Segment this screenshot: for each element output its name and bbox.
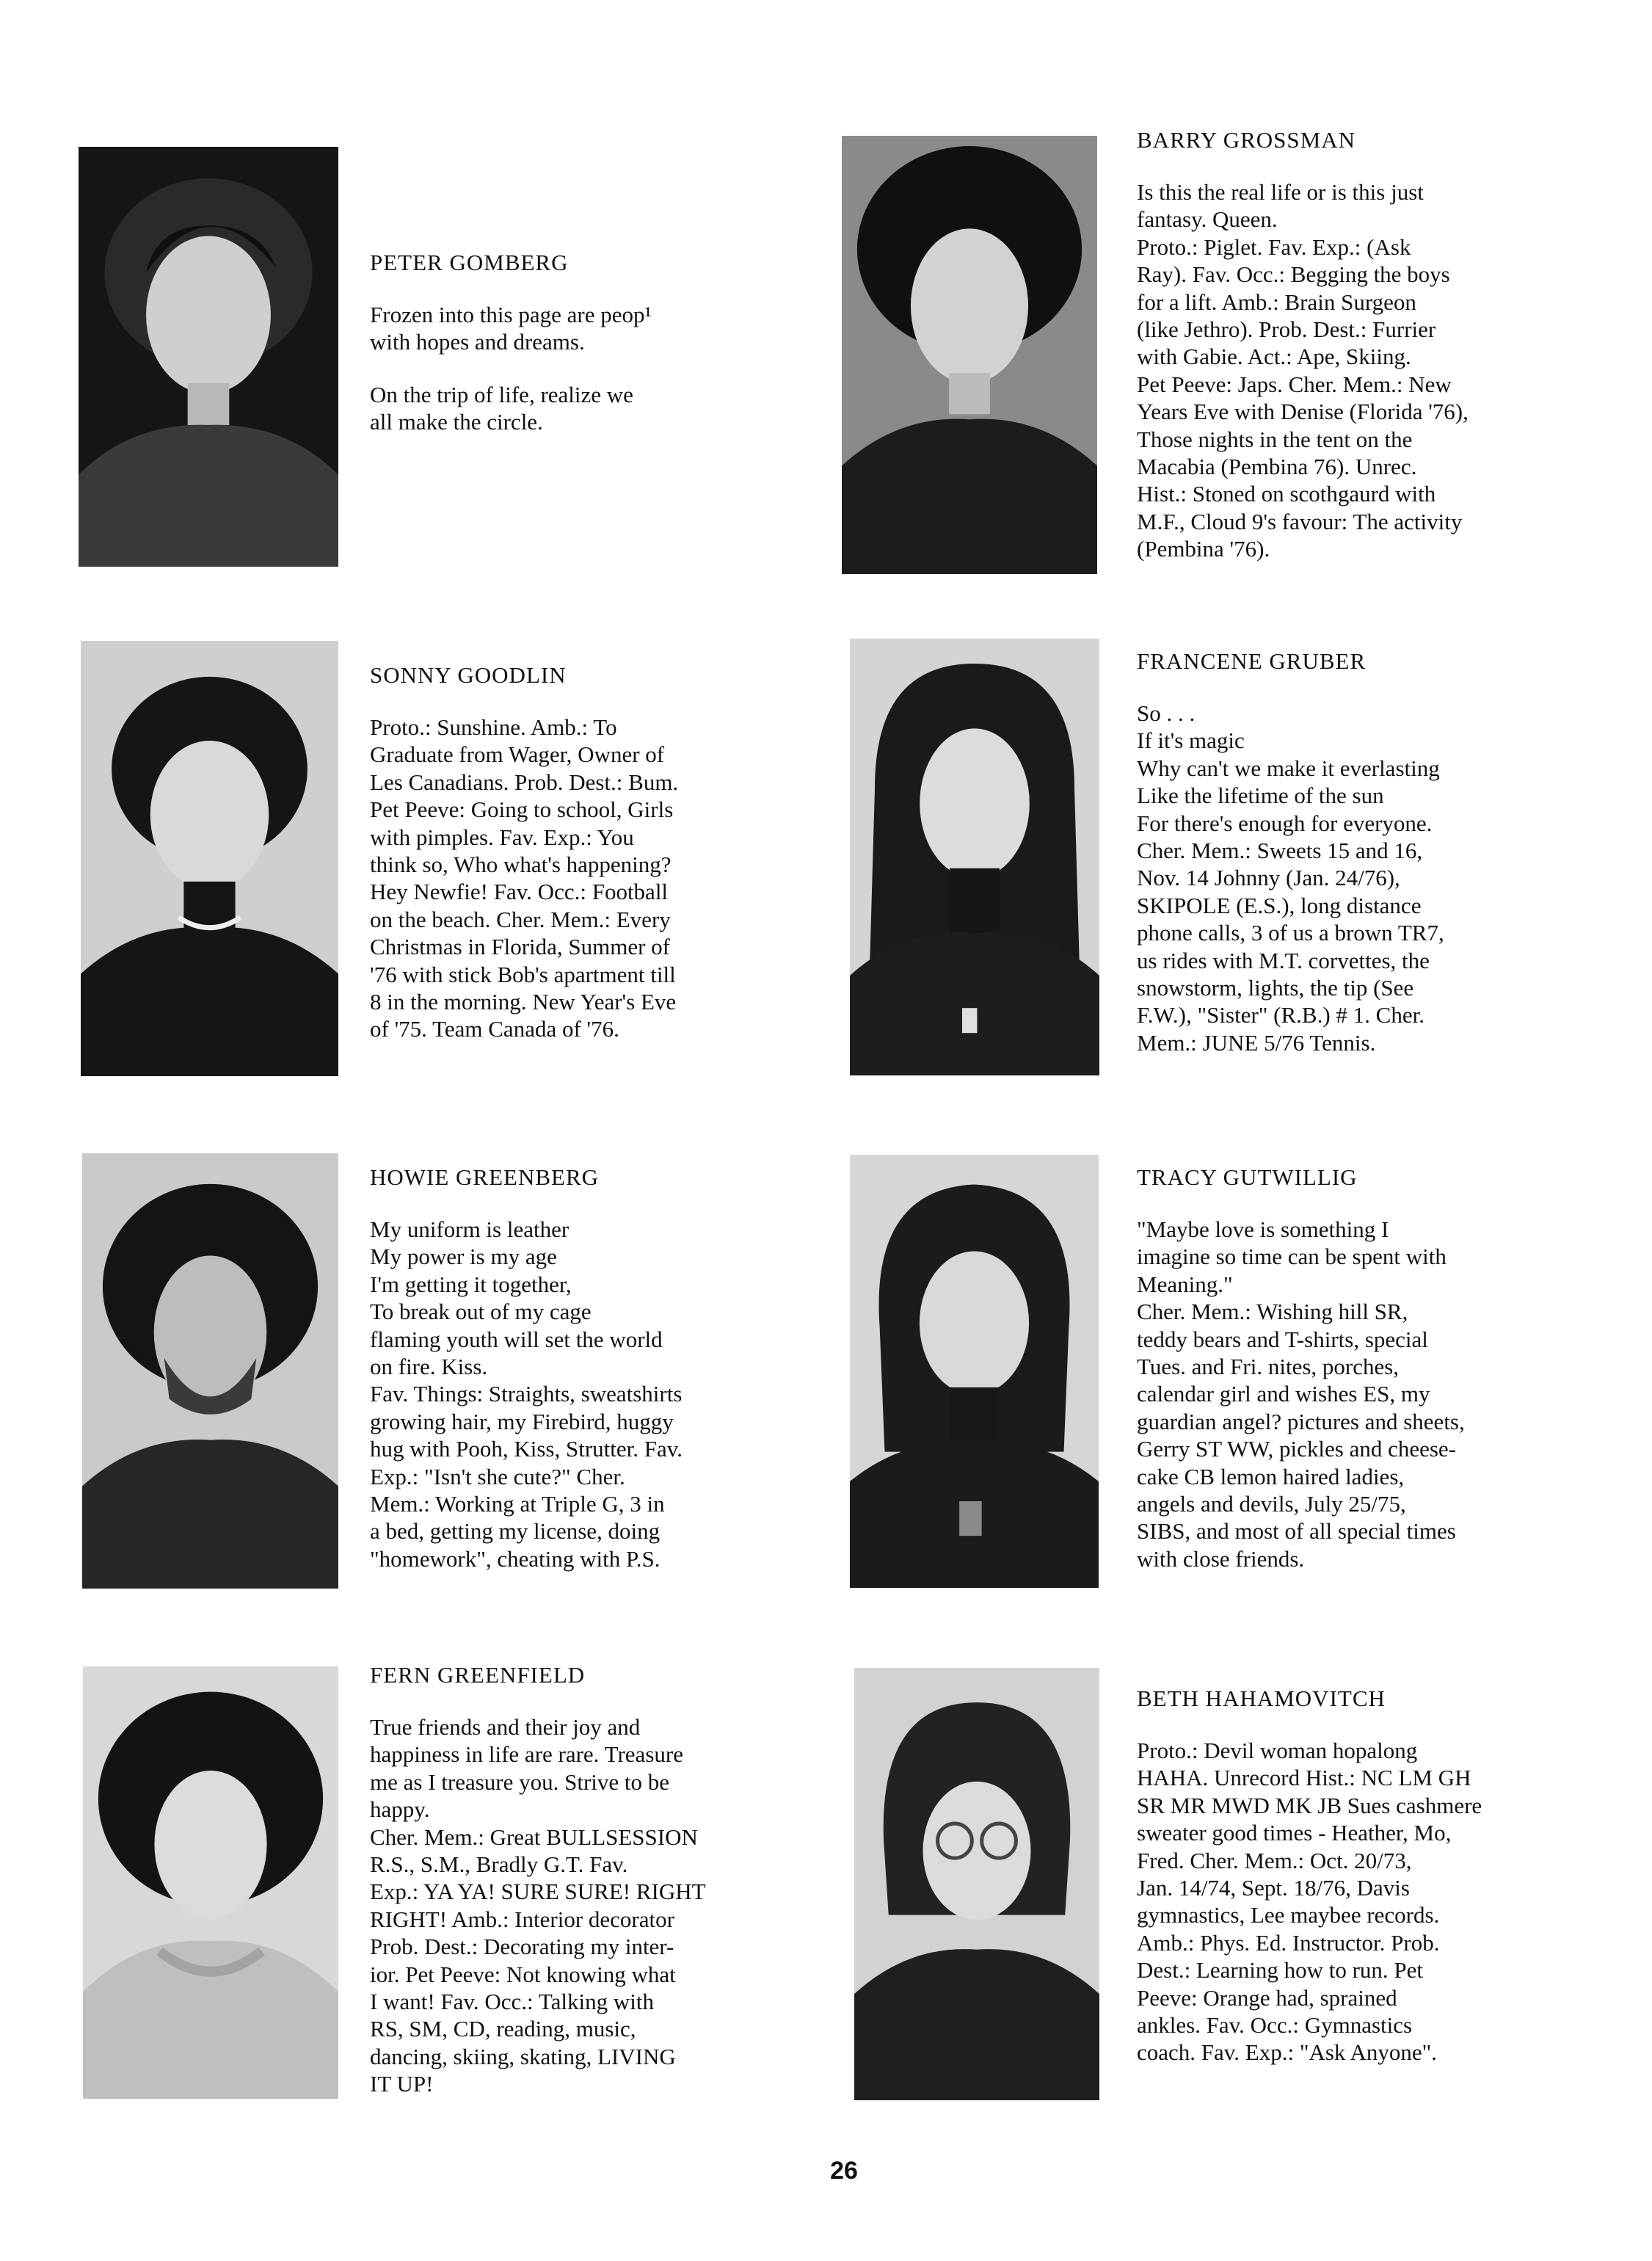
bio-line: Dest.: Learning how to run. Pet bbox=[1137, 1957, 1424, 1984]
student-bio bbox=[370, 301, 781, 436]
bio-line: Pet Peeve: Japs. Cher. Mem.: New bbox=[1137, 371, 1452, 397]
bio-line: Cher. Mem.: Wishing hill SR, bbox=[1137, 1299, 1408, 1325]
bio-line: My uniform is leather bbox=[370, 1216, 570, 1242]
bio-line: Fav. Things: Straights, sweatshirts bbox=[370, 1381, 683, 1407]
bio-line: IT UP! bbox=[370, 2071, 434, 2097]
student-name: SONNY GOODLIN bbox=[370, 662, 567, 688]
bio-line: angels and devils, July 25/75, bbox=[1137, 1491, 1406, 1517]
bio-line: phone calls, 3 of us a brown TR7, bbox=[1137, 920, 1444, 946]
bio-line: To break out of my cage bbox=[370, 1299, 592, 1325]
bio-line: "Maybe love is something I bbox=[1137, 1216, 1389, 1242]
portrait-photo-beth-hahamovitch bbox=[854, 1668, 1099, 2100]
bio-line: Years Eve with Denise (Florida '76), bbox=[1137, 399, 1469, 425]
bio-line: I'm getting it together, bbox=[370, 1271, 572, 1297]
student-bio bbox=[370, 1216, 825, 1572]
bio-line: us rides with M.T. corvettes, the bbox=[1137, 947, 1430, 973]
bio-line: Peeve: Orange had, sprained bbox=[1137, 1984, 1397, 2011]
bio-line: with pimples. Fav. Exp.: You bbox=[370, 824, 634, 850]
bio-line: M.F., Cloud 9's favour: The activity bbox=[1137, 508, 1463, 534]
bio-line: Macabia (Pembina 76). Unrec. bbox=[1137, 454, 1417, 480]
bio-line: "homework", cheating with P.S. bbox=[370, 1545, 661, 1572]
bio-line: hug with Pooh, Kiss, Strutter. Fav. bbox=[370, 1436, 683, 1462]
bio-line: Graduate from Wager, Owner of bbox=[370, 741, 665, 768]
bio-line: Ray). Fav. Occ.: Begging the boys bbox=[1137, 261, 1450, 288]
bio-line: Jan. 14/74, Sept. 18/76, Davis bbox=[1137, 1875, 1410, 1901]
bio-line: with Gabie. Act.: Ape, Skiing. bbox=[1137, 344, 1411, 370]
bio-line: For there's enough for everyone. bbox=[1137, 810, 1433, 836]
bio-line: Exp.: "Isn't she cute?" Cher. bbox=[370, 1463, 625, 1489]
bio-entry-sonny-goodlin bbox=[370, 662, 810, 1068]
bio-line: imagine so time can be spent with bbox=[1137, 1244, 1447, 1270]
bio-line: R.S., S.M., Bradly G.T. Fav. bbox=[370, 1851, 628, 1878]
bio-line: Proto.: Piglet. Fav. Exp.: (Ask bbox=[1137, 233, 1411, 260]
student-name: PETER GOMBERG bbox=[370, 250, 569, 275]
bio-line: calendar girl and wishes ES, my bbox=[1137, 1381, 1430, 1407]
bio-line: Cher. Mem.: Sweets 15 and 16, bbox=[1137, 838, 1423, 864]
bio-entry-howie-greenberg bbox=[370, 1164, 825, 1597]
bio-line: I want! Fav. Occ.: Talking with bbox=[370, 1989, 654, 2015]
student-bio bbox=[1137, 700, 1606, 1056]
bio-line: Proto.: Devil woman hopalong bbox=[1137, 1738, 1418, 1763]
bio-entry-francene-gruber bbox=[1137, 648, 1606, 1081]
bio-line: Tues. and Fri. nites, porches, bbox=[1137, 1354, 1400, 1380]
bio-line: SR MR MWD MK JB Sues cashmere bbox=[1137, 1792, 1482, 1818]
bio-line: F.W.), "Sister" (R.B.) # 1. Cher. bbox=[1137, 1002, 1424, 1028]
student-name: FRANCENE GRUBER bbox=[1137, 648, 1367, 674]
student-name: TRACY GUTWILLIG bbox=[1137, 1164, 1358, 1190]
bio-line: sweater good times - Heather, Mo, bbox=[1137, 1820, 1452, 1846]
bio-line: Mem.: Working at Triple G, 3 in bbox=[370, 1491, 665, 1517]
bio-line: cake CB lemon haired ladies, bbox=[1137, 1463, 1405, 1489]
bio-line: guardian angel? pictures and sheets, bbox=[1137, 1408, 1465, 1434]
bio-line: Proto.: Sunshine. Amb.: To bbox=[370, 714, 617, 740]
bio-line: HAHA. Unrecord Hist.: NC LM GH bbox=[1137, 1765, 1471, 1791]
bio-line: gymnastics, Lee maybee records. bbox=[1137, 1902, 1440, 1928]
bio-line: a bed, getting my license, doing bbox=[370, 1518, 661, 1545]
bio-line: happy. bbox=[370, 1796, 430, 1823]
bio-line: with hopes and dreams. bbox=[370, 329, 585, 355]
bio-line: teddy bears and T-shirts, special bbox=[1137, 1326, 1428, 1352]
bio-entry-peter-gomberg bbox=[370, 250, 781, 461]
student-bio bbox=[1137, 178, 1606, 563]
bio-line: for a lift. Amb.: Brain Surgeon bbox=[1137, 288, 1416, 315]
bio-line: fantasy. Queen. bbox=[1137, 206, 1278, 233]
bio-line: think so, Who what's happening? bbox=[370, 852, 672, 878]
bio-line: Hist.: Stoned on scothgaurd with bbox=[1137, 481, 1436, 507]
portrait-photo-barry-grossman bbox=[842, 136, 1097, 574]
bio-line: '76 with stick Bob's apartment till bbox=[370, 961, 676, 987]
bio-line: RS, SM, CD, reading, music, bbox=[370, 2016, 636, 2042]
bio-line: (Pembina '76). bbox=[1137, 536, 1270, 562]
bio-line: dancing, skiing, skating, LIVING bbox=[370, 2043, 676, 2069]
bio-line: True friends and their joy and bbox=[370, 1714, 641, 1740]
student-bio bbox=[1137, 1737, 1606, 2066]
bio-line: Fred. Cher. Mem.: Oct. 20/73, bbox=[1137, 1847, 1412, 1873]
bio-line: Mem.: JUNE 5/76 Tennis. bbox=[1137, 1029, 1376, 1056]
bio-line: me as I treasure you. Strive to be bbox=[370, 1768, 670, 1795]
bio-line: Why can't we make it everlasting bbox=[1137, 755, 1440, 781]
student-bio bbox=[370, 1713, 825, 2098]
bio-entry-fern-greenfield bbox=[370, 1662, 825, 2123]
student-bio bbox=[370, 714, 810, 1043]
bio-line: on fire. Kiss. bbox=[370, 1354, 488, 1380]
bio-line: Les Canadians. Prob. Dest.: Bum. bbox=[370, 769, 679, 795]
bio-line: Hey Newfie! Fav. Occ.: Football bbox=[370, 879, 669, 905]
bio-line: ankles. Fav. Occ.: Gymnastics bbox=[1137, 2012, 1413, 2039]
bio-line: Christmas in Florida, Summer of bbox=[370, 934, 671, 960]
bio-line: If it's magic bbox=[1137, 727, 1245, 754]
student-name: BETH HAHAMOVITCH bbox=[1137, 1685, 1386, 1711]
bio-line: Gerry ST WW, pickles and cheese- bbox=[1137, 1436, 1457, 1462]
bio-line: Prob. Dest.: Decorating my inter- bbox=[370, 1934, 674, 1960]
bio-line: Amb.: Phys. Ed. Instructor. Prob. bbox=[1137, 1929, 1440, 1956]
portrait-photo-howie-greenberg bbox=[82, 1153, 338, 1589]
bio-line: flaming youth will set the world bbox=[370, 1326, 663, 1352]
student-name: FERN GREENFIELD bbox=[370, 1662, 586, 1688]
bio-line: with close friends. bbox=[1137, 1545, 1305, 1572]
bio-line: Exp.: YA YA! SURE SURE! RIGHT bbox=[370, 1879, 706, 1905]
bio-entry-tracy-gutwillig bbox=[1137, 1164, 1606, 1597]
bio-line: So . . . bbox=[1137, 700, 1196, 726]
student-bio bbox=[1137, 1216, 1606, 1572]
bio-line: Is this the real life or is this just bbox=[1137, 179, 1424, 205]
bio-line: SKIPOLE (E.S.), long distance bbox=[1137, 892, 1422, 918]
bio-line: (like Jethro). Prob. Dest.: Furrier bbox=[1137, 316, 1436, 343]
bio-line: coach. Fav. Exp.: "Ask Anyone". bbox=[1137, 2039, 1438, 2066]
bio-line: Cher. Mem.: Great BULLSESSION bbox=[370, 1823, 698, 1850]
bio-line: of '75. Team Canada of '76. bbox=[370, 1016, 619, 1042]
bio-line: Like the lifetime of the sun bbox=[1137, 783, 1384, 809]
portrait-photo-peter-gomberg bbox=[79, 147, 338, 567]
bio-line: SIBS, and most of all special times bbox=[1137, 1518, 1456, 1545]
bio-line: growing hair, my Firebird, huggy bbox=[370, 1408, 674, 1434]
portrait-photo-fern-greenfield bbox=[83, 1666, 338, 2099]
bio-line: 8 in the morning. New Year's Eve bbox=[370, 989, 677, 1015]
bio-line: snowstorm, lights, the tip (See bbox=[1137, 975, 1414, 1001]
bio-line: all make the circle. bbox=[370, 409, 543, 435]
portrait-photo-sonny-goodlin bbox=[81, 641, 338, 1076]
bio-line: ior. Pet Peeve: Not knowing what bbox=[370, 1961, 676, 1987]
student-name: HOWIE GREENBERG bbox=[370, 1164, 600, 1190]
bio-line: on the beach. Cher. Mem.: Every bbox=[370, 906, 671, 932]
bio-line: My power is my age bbox=[370, 1244, 557, 1270]
portrait-photo-francene-gruber bbox=[850, 639, 1099, 1075]
bio-line: RIGHT! Amb.: Interior decorator bbox=[370, 1906, 674, 1932]
bio-entry-beth-hahamovitch bbox=[1137, 1685, 1606, 2091]
bio-line: Pet Peeve: Going to school, Girls bbox=[370, 796, 674, 823]
bio-line: On the trip of life, realize we bbox=[370, 381, 633, 407]
bio-line: Frozen into this page are peop¹ bbox=[370, 302, 652, 327]
bio-line: Meaning." bbox=[1137, 1271, 1233, 1297]
student-name: BARRY GROSSMAN bbox=[1137, 127, 1356, 153]
bio-line: happiness in life are rare. Treasure bbox=[370, 1741, 683, 1768]
bio-line: Those nights in the tent on the bbox=[1137, 426, 1413, 452]
bio-line: Nov. 14 Johnny (Jan. 24/76), bbox=[1137, 865, 1400, 891]
bio-entry-barry-grossman bbox=[1137, 127, 1606, 588]
page-number: 26 bbox=[830, 2157, 858, 2185]
portrait-photo-tracy-gutwillig bbox=[850, 1155, 1099, 1588]
